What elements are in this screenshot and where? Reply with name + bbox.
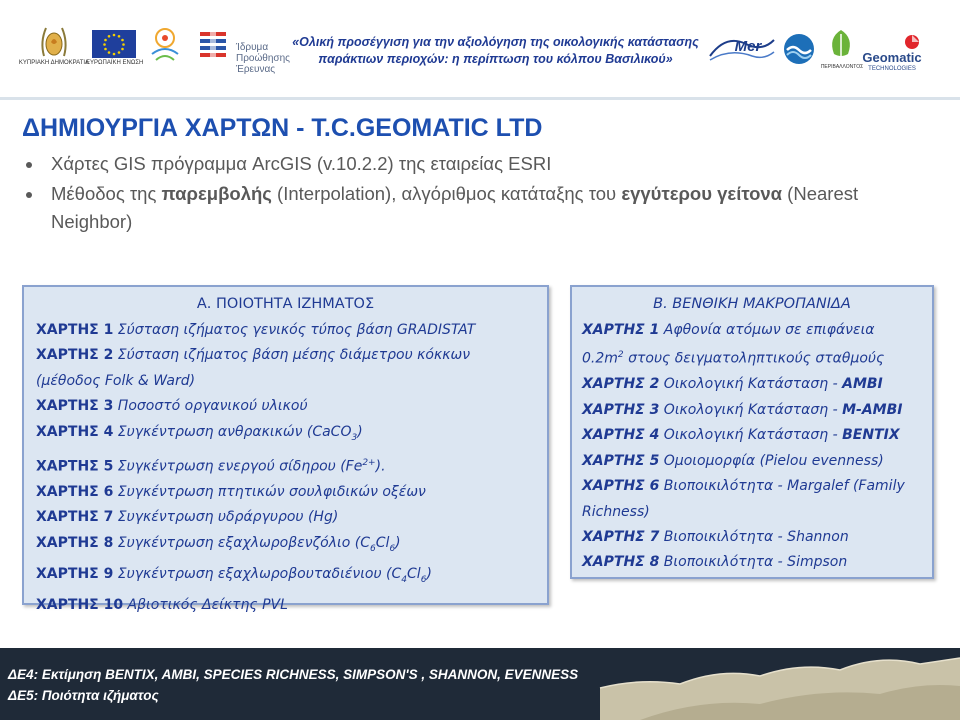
map-line: ΧΑΡΤΗΣ 2 Οικολογική Κατάσταση - AMBI xyxy=(582,376,883,393)
bullet-list xyxy=(24,150,924,238)
bullet-item xyxy=(24,150,924,178)
page-heading: ΔΗΜΙΟΥΡΓΙΑ ΧΑΡΤΩΝ - T.C.GEOMATIC LTD xyxy=(22,114,543,142)
bullet-dot-icon xyxy=(26,192,32,198)
mer-caption: Mer xyxy=(734,38,762,55)
header-bar xyxy=(0,0,960,97)
map-line: ΧΑΡΤΗΣ 4 Οικολογική Κατάσταση - BENTIX xyxy=(582,427,900,444)
header-divider xyxy=(0,97,960,100)
map-line: ΧΑΡΤΗΣ 2 Σύσταση ιζήματος βάση μέσης διάμετρου κόκκων xyxy=(36,347,471,364)
bullet-text: (Nearest Neighbor) xyxy=(51,183,859,232)
map-line: ΧΑΡΤΗΣ 3 Ποσοστό οργανικού υλικού xyxy=(36,398,308,415)
research-foundation-caption: Ίδρυμα Προώθησης Έρευνας xyxy=(236,42,290,75)
footer-line1: ΔΕ4: Εκτίμηση BENTIX, AMBI, SPECIES RICHNESS, SIMPSON'S , SHANNON, EVENNESS xyxy=(8,667,579,682)
bullet-text: Χάρτες GIS πρόγραμμα ArcGIS (v.10.2.2) της εταιρείας ESRI xyxy=(51,153,552,174)
map-line: ΧΑΡΤΗΣ 6 Συγκέντρωση πτητικών σουλφιδικών οξέων xyxy=(36,483,426,500)
bullet-dot-icon xyxy=(26,162,32,168)
geomatic-logo xyxy=(904,34,920,50)
map-line: ΧΑΡΤΗΣ 7 Συγκέντρωση υδράργυρου (Hg) xyxy=(36,509,339,526)
map-line: ΧΑΡΤΗΣ 8 Συγκέντρωση εξαχλωροβενζόλιο $(C_6Cl_6)$ xyxy=(36,534,401,554)
map-line: ΧΑΡΤΗΣ 1 Αφθονία ατόμων σε επιφάνεια xyxy=(582,322,875,338)
benthic-macrofauna-box xyxy=(570,285,934,579)
map-line: ΧΑΡΤΗΣ 7 Βιοποικιλότητα - Shannon xyxy=(582,528,849,545)
bullet-text: Μέθοδος της xyxy=(51,183,162,204)
bullet-bold-term: εγγύτερου γείτονα xyxy=(621,183,783,204)
cyprus-republic-caption: ΚΥΠΡΙΑΚΗ ΔΗΜΟΚΡΑΤΙΑ xyxy=(18,60,90,66)
map-line: ΧΑΡΤΗΣ 4 Συγκέντρωση ανθρακικών (CaCO$_3$) xyxy=(36,423,363,443)
benthic-macrofauna-title: Β. ΒΕΝΘΙΚΗ ΜΑΚΡΟΠΑΝΙΔΑ xyxy=(653,296,851,312)
geomatic-subcaption: TECHNOLOGIES xyxy=(868,66,916,72)
map-line: $0.2m^2$ στους δειγματοληπτικούς σταθμούς xyxy=(582,350,885,368)
bullet-item xyxy=(24,180,924,236)
footer-line2: ΔΕ5: Ποιότητα ιζήματος xyxy=(8,688,159,703)
sediment-quality-box xyxy=(22,285,549,614)
bullet-bold-term: παρεμβολής xyxy=(161,183,272,204)
oceanography-center-logo xyxy=(782,32,816,66)
project-title-line1: «Ολική προσέγγιση για την αξιολόγηση της οικολογικής κατάστασης xyxy=(292,35,699,49)
environment-dept-caption: ΠΕΡΙΒΑΛΛΟΝΤΟΣ xyxy=(820,64,864,70)
map-line: ΧΑΡΤΗΣ 5 Συγκέντρωση ενεργού σίδηρου $(Fe^{2+})$. xyxy=(36,457,386,475)
bullet-text: (Interpolation), αλγόριθμος κατάταξης του xyxy=(271,183,622,204)
geomatic-caption: Geomatic xyxy=(862,50,922,65)
footer-text xyxy=(8,664,578,706)
map-line: ΧΑΡΤΗΣ 5 Ομοιομορφία (Pielou evenness) xyxy=(582,452,884,469)
sediment-quality-title: Α. ΠΟΙΟΤΗΤΑ ΙΖΗΜΑΤΟΣ xyxy=(196,296,375,312)
research-foundation-logo xyxy=(196,28,232,68)
map-line: ΧΑΡΤΗΣ 3 Οικολογική Κατάσταση - M-AMBI xyxy=(582,401,903,418)
environment-dept-logo xyxy=(826,28,856,60)
structural-funds-logo xyxy=(142,24,188,66)
project-title xyxy=(283,34,708,68)
map-line: ΧΑΡΤΗΣ 1 Σύσταση ιζήματος γενικός τύπος βάση GRADISTAT xyxy=(36,322,476,338)
project-title-line2: παράκτιων περιοχών: η περίπτωση του κόλπου Βασιλικού» xyxy=(318,52,673,66)
map-line: ΧΑΡΤΗΣ 9 Συγκέντρωση εξαχλωροβουταδιένιου $(C_4Cl_6)$ xyxy=(36,565,432,585)
eu-caption: ΕΥΡΩΠΑΪΚΗ ΕΝΩΣΗ xyxy=(86,60,144,66)
footer-bar xyxy=(0,648,960,720)
map-line: ΧΑΡΤΗΣ 10 Αβιοτικός Δείκτης PVL xyxy=(36,597,288,614)
map-line: ΧΑΡΤΗΣ 6 Βιοποικιλότητα - Margalef (Family Richness) xyxy=(582,478,905,520)
map-line: (μέθοδος Folk & Ward) xyxy=(36,372,196,389)
eu-flag-logo xyxy=(92,30,136,58)
map-line: ΧΑΡΤΗΣ 8 Βιοποικιλότητα - Simpson xyxy=(582,554,848,571)
